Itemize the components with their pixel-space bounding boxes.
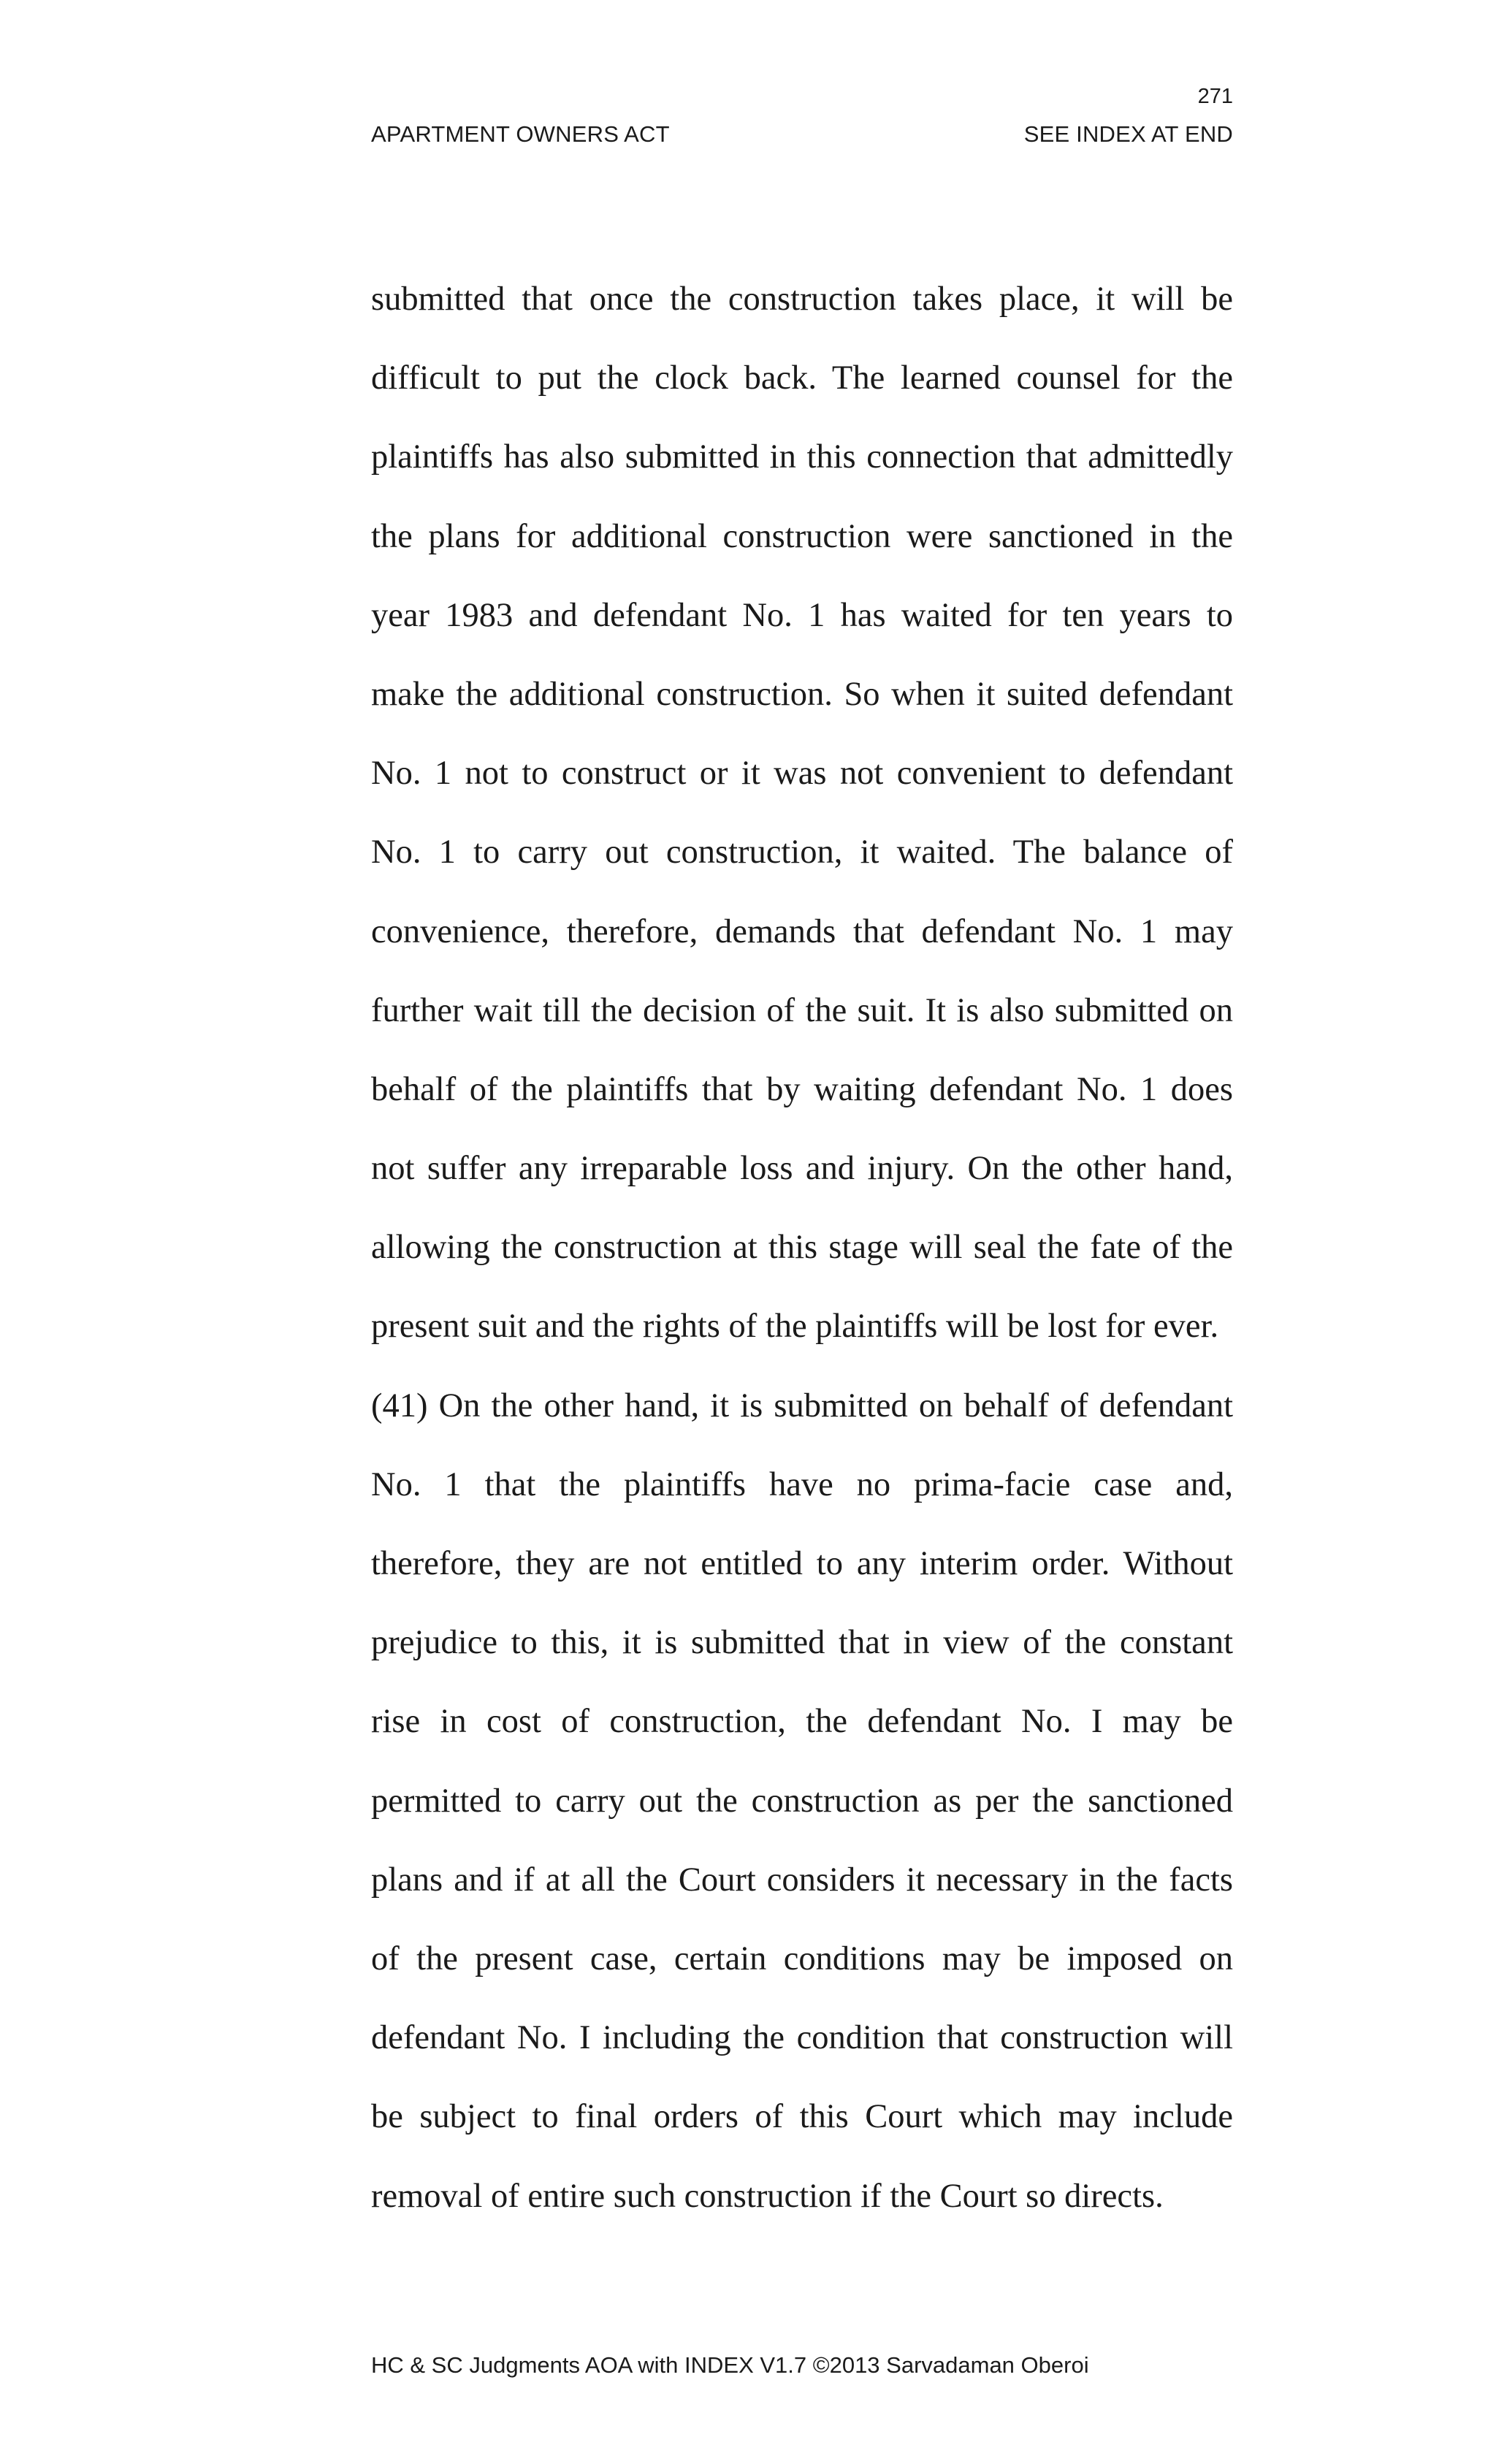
text-line: year 1983 and defendant No. 1 has waited for ten years to <box>371 596 1233 634</box>
footer-copyright: HC & SC Judgments AOA with INDEX V1.7 ©2013 Sarvadaman Oberoi <box>371 2352 1089 2378</box>
text-line: present suit and the rights of the plaintiffs will be lost for ever. <box>371 1308 1219 1346</box>
text-line: not suffer any irreparable loss and injury. On the other hand, <box>371 1150 1233 1188</box>
running-header <box>371 123 1233 145</box>
text-line: the plans for additional construction were sanctioned in the <box>371 517 1233 555</box>
header-index-note: SEE INDEX AT END <box>1023 121 1233 147</box>
text-line: defendant No. I including the condition that construction will <box>371 2019 1233 2057</box>
text-line: be subject to final orders of this Court which may include <box>371 2098 1233 2136</box>
text-line: further wait till the decision of the suit. It is also submitted on <box>371 991 1233 1029</box>
text-line: convenience, therefore, demands that defendant No. 1 may <box>371 912 1233 950</box>
text-line: rise in cost of construction, the defendant No. I may be <box>371 1703 1233 1741</box>
body-text <box>371 260 1233 2236</box>
page-number: 271 <box>1197 85 1233 108</box>
text-line: No. 1 that the plaintiffs have no prima-facie case and, <box>371 1465 1233 1503</box>
text-line: permitted to carry out the construction as per the sanctioned <box>371 1782 1233 1820</box>
header-title: APARTMENT OWNERS ACT <box>371 121 670 147</box>
text-line: of the present case, certain conditions may be imposed on <box>371 1939 1233 1977</box>
text-line: No. 1 to carry out construction, it waited. The balance of <box>371 834 1233 871</box>
text-line: allowing the construction at this stage will seal the fate of the <box>371 1229 1233 1267</box>
text-line: behalf of the plaintiffs that by waiting defendant No. 1 does <box>371 1070 1233 1108</box>
text-line: plans and if at all the Court considers it necessary in the facts <box>371 1861 1233 1899</box>
text-line: plaintiffs has also submitted in this connection that admittedly <box>371 438 1233 476</box>
text-line: prejudice to this, it is submitted that in view of the constant <box>371 1624 1233 1662</box>
text-line: therefore, they are not entitled to any interim order. Without <box>371 1545 1233 1582</box>
text-line: submitted that once the construction takes place, it will be <box>371 281 1233 318</box>
text-line: No. 1 not to construct or it was not convenient to defendant <box>371 755 1233 793</box>
text-line: difficult to put the clock back. The learned counsel for the <box>371 359 1233 397</box>
text-line: (41) On the other hand, it is submitted on behalf of defendant <box>371 1387 1233 1424</box>
text-line: make the additional construction. So when it suited defendant <box>371 675 1233 713</box>
text-line: removal of entire such construction if the Court so directs. <box>371 2177 1164 2215</box>
